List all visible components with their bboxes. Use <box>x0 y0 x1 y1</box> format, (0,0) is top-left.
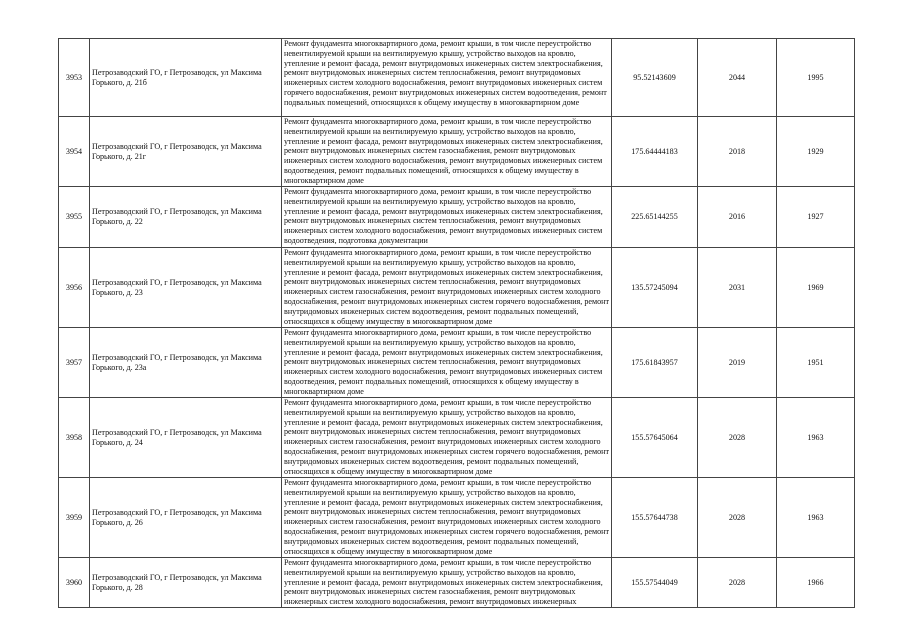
works-cell: Ремонт фундамента многоквартирного дома, ремонт крыши, в том числе переустройство невентилируемой крыши на вентилируемую крышу, устройство выходов на кровлю, утепление и ремонт фасада, ремонт внутридомовых инженерных систем электроснабжения, ремонт внутридомовых инженерных систем теплоснабжения, ремонт внутридомовых инженерных систем холодного водоснабжения, ремонт внутридомовых инженерных систем водоотведения, ремонт подвальных помещений, относящихся к общему имуществу в многоквартирном доме <box>282 328 612 398</box>
cost-cell: 225.65144255 <box>612 187 698 248</box>
row-number: 3954 <box>59 117 90 187</box>
cost-cell: 155.57544049 <box>612 558 698 608</box>
planned-year-cell: 2028 <box>698 398 777 478</box>
address-cell: Петрозаводский ГО, г Петрозаводск, ул Максима Горького, д. 21г <box>90 117 282 187</box>
address-cell: Петрозаводский ГО, г Петрозаводск, ул Максима Горького, д. 23а <box>90 328 282 398</box>
address-cell: Петрозаводский ГО, г Петрозаводск, ул Максима Горького, д. 21б <box>90 39 282 117</box>
table-row <box>59 398 855 478</box>
build-year-cell: 1963 <box>777 478 855 558</box>
table-row <box>59 248 855 328</box>
works-cell: Ремонт фундамента многоквартирного дома, ремонт крыши, в том числе переустройство невентилируемой крыши на вентилируемую крышу, устройство выходов на кровлю, утепление и ремонт фасада, ремонт внутридомовых инженерных систем электроснабжения, ремонт внутридомовых инженерных систем теплоснабжения, ремонт внутридомовых инженерных систем газоснабжения, ремонт внутридомовых инженерных систем холодного водоснабжения, ремонт внутридомовых инженерных систем горячего водоснабжения, ремонт внутридомовых инженерных систем водоотведения, ремонт подвальных помещений, относящихся к общему имуществу в многоквартирном доме <box>282 248 612 328</box>
planned-year-cell: 2016 <box>698 187 777 248</box>
planned-year-cell: 2019 <box>698 328 777 398</box>
build-year-cell: 1966 <box>777 558 855 608</box>
row-number: 3956 <box>59 248 90 328</box>
build-year-cell: 1951 <box>777 328 855 398</box>
address-cell: Петрозаводский ГО, г Петрозаводск, ул Максима Горького, д. 26 <box>90 478 282 558</box>
table-row <box>59 558 855 608</box>
row-number: 3955 <box>59 187 90 248</box>
cost-cell: 175.64444183 <box>612 117 698 187</box>
build-year-cell: 1927 <box>777 187 855 248</box>
cost-cell: 155.57645064 <box>612 398 698 478</box>
works-cell: Ремонт фундамента многоквартирного дома, ремонт крыши, в том числе переустройство невентилируемой крыши на вентилируемую крышу, устройство выходов на кровлю, утепление и ремонт фасада, ремонт внутридомовых инженерных систем электроснабжения, ремонт внутридомовых инженерных систем газоснабжения, ремонт внутридомовых инженерных систем холодного водоснабжения, ремонт внутридомовых инженерных систем водоотведения, ремонт подвальных помещений, относящихся к общему имуществу в многоквартирном доме <box>282 117 612 187</box>
cost-cell: 95.52143609 <box>612 39 698 117</box>
works-cell: Ремонт фундамента многоквартирного дома, ремонт крыши, в том числе переустройство невентилируемой крыши на вентилируемую крышу, устройство выходов на кровлю, утепление и ремонт фасада, ремонт внутридомовых инженерных систем электроснабжения, ремонт внутридомовых инженерных систем теплоснабжения, ремонт внутридомовых инженерных систем газоснабжения, ремонт внутридомовых инженерных систем холодного водоснабжения, ремонт внутридомовых инженерных систем горячего водоснабжения, ремонт внутридомовых инженерных систем водоотведения, ремонт подвальных помещений, относящихся к общему имуществу в многоквартирном доме <box>282 478 612 558</box>
build-year-cell: 1995 <box>777 39 855 117</box>
address-cell: Петрозаводский ГО, г Петрозаводск, ул Максима Горького, д. 24 <box>90 398 282 478</box>
row-number: 3959 <box>59 478 90 558</box>
row-number: 3960 <box>59 558 90 608</box>
table-row <box>59 478 855 558</box>
row-number: 3958 <box>59 398 90 478</box>
works-cell: Ремонт фундамента многоквартирного дома, ремонт крыши, в том числе переустройство невентилируемой крыши на вентилируемую крышу, устройство выходов на кровлю, утепление и ремонт фасада, ремонт внутридомовых инженерных систем электроснабжения, ремонт внутридомовых инженерных систем газоснабжения, ремонт внутридомовых инженерных систем холодного водоснабжения, ремонт внутридомовых инженерных <box>282 558 612 608</box>
address-cell: Петрозаводский ГО, г Петрозаводск, ул Максима Горького, д. 23 <box>90 248 282 328</box>
cost-cell: 155.57644738 <box>612 478 698 558</box>
table-row <box>59 117 855 187</box>
planned-year-cell: 2031 <box>698 248 777 328</box>
cost-cell: 135.57245094 <box>612 248 698 328</box>
table-row <box>59 39 855 117</box>
row-number: 3953 <box>59 39 90 117</box>
table-row <box>59 328 855 398</box>
address-cell: Петрозаводский ГО, г Петрозаводск, ул Максима Горького, д. 28 <box>90 558 282 608</box>
build-year-cell: 1963 <box>777 398 855 478</box>
works-cell: Ремонт фундамента многоквартирного дома, ремонт крыши, в том числе переустройство невентилируемой крыши на вентилируемую крышу, устройство выходов на кровлю, утепление и ремонт фасада, ремонт внутридомовых инженерных систем электроснабжения, ремонт внутридомовых инженерных систем теплоснабжения, ремонт внутридомовых инженерных систем холодного водоснабжения, ремонт внутридомовых инженерных систем горячего водоснабжения, ремонт внутридомовых инженерных систем водоотведения, ремонт подвальных помещений, относящихся к общему имуществу в многоквартирном доме <box>282 39 612 117</box>
planned-year-cell: 2018 <box>698 117 777 187</box>
planned-year-cell: 2044 <box>698 39 777 117</box>
works-cell: Ремонт фундамента многоквартирного дома, ремонт крыши, в том числе переустройство невентилируемой крыши на вентилируемую крышу, устройство выходов на кровлю, утепление и ремонт фасада, ремонт внутридомовых инженерных систем электроснабжения, ремонт внутридомовых инженерных систем теплоснабжения, ремонт внутридомовых инженерных систем холодного водоснабжения, ремонт внутридомовых инженерных систем водоотведения, подготовка документации <box>282 187 612 248</box>
build-year-cell: 1929 <box>777 117 855 187</box>
capital-repair-table <box>58 38 855 608</box>
build-year-cell: 1969 <box>777 248 855 328</box>
planned-year-cell: 2028 <box>698 478 777 558</box>
planned-year-cell: 2028 <box>698 558 777 608</box>
table-row <box>59 187 855 248</box>
address-cell: Петрозаводский ГО, г Петрозаводск, ул Максима Горького, д. 22 <box>90 187 282 248</box>
row-number: 3957 <box>59 328 90 398</box>
cost-cell: 175.61843957 <box>612 328 698 398</box>
works-cell: Ремонт фундамента многоквартирного дома, ремонт крыши, в том числе переустройство невентилируемой крыши на вентилируемую крышу, устройство выходов на кровлю, утепление и ремонт фасада, ремонт внутридомовых инженерных систем электроснабжения, ремонт внутридомовых инженерных систем теплоснабжения, ремонт внутридомовых инженерных систем газоснабжения, ремонт внутридомовых инженерных систем холодного водоснабжения, ремонт внутридомовых инженерных систем горячего водоснабжения, ремонт внутридомовых инженерных систем водоотведения, ремонт подвальных помещений, относящихся к общему имуществу в многоквартирном доме <box>282 398 612 478</box>
